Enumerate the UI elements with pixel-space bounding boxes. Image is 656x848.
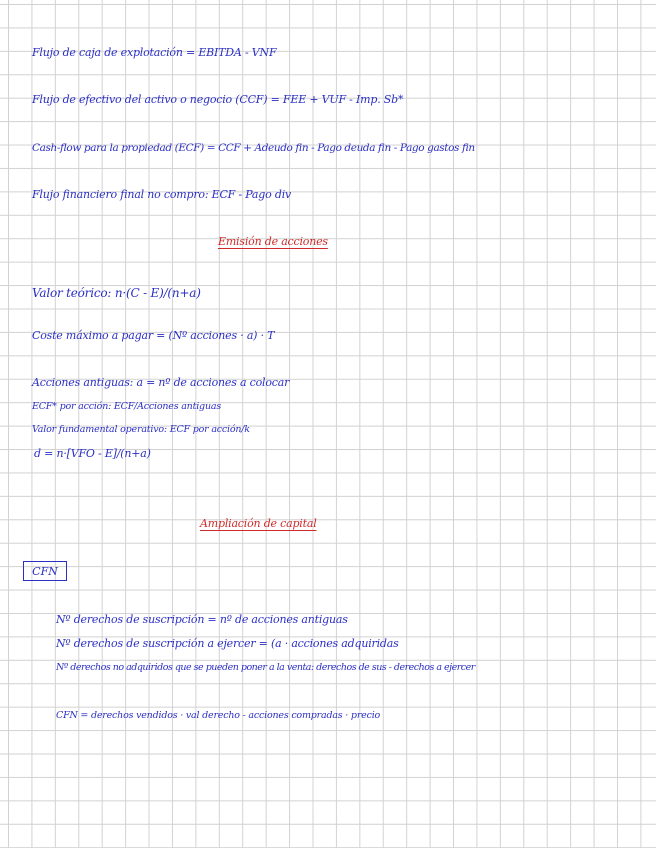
line-flujo-financiero-final: Flujo financiero final no compro: ECF - Pago div [32,188,292,201]
line-ecf-por-accion: ECF* por acción: ECF/Acciones antiguas [32,401,221,412]
line-flujo-efectivo-activo: Flujo de efectivo del activo o negocio (CCF) = FEE + VUF - Imp. Sb* [32,93,404,106]
line-coste-maximo: Coste máximo a pagar = (Nº acciones · a) · T [32,329,275,342]
heading-emision-acciones: Emisión de acciones [218,235,328,248]
line-derechos-suscripcion: Nº derechos de suscripción = nº de acciones antiguas [56,613,348,626]
line-valor-teorico: Valor teórico: n·(C - E)/(n+a) [32,286,201,300]
line-acciones-antiguas: Acciones antiguas: a = nº de acciones a colocar [32,376,290,389]
line-d-formula: d = n·[VFO - E]/(n+a) [34,447,151,460]
line-cfn-formula: CFN = derechos vendidos · val derecho - acciones compradas · precio [56,710,381,721]
line-flujo-caja-explotacion: Flujo de caja de explotación = EBITDA - VNF [32,46,277,59]
cfn-boxed-label: CFN [23,561,67,581]
heading-ampliacion-capital: Ampliación de capital [200,517,317,530]
line-derechos-a-ejercer: Nº derechos de suscripción a ejercer = (a · acciones adquiridas [56,637,399,650]
line-cash-flow-propiedad: Cash-flow para la propiedad (ECF) = CCF + Adeudo fin - Pago deuda fin - Pago gastos fin [32,142,475,154]
line-derechos-no-adquiridos: Nº derechos no adquiridos que se pueden poner a la venta: derechos de sus - derechos a ejercer [56,662,475,673]
line-valor-fundamental: Valor fundamental operativo: ECF por acción/k [32,424,250,435]
